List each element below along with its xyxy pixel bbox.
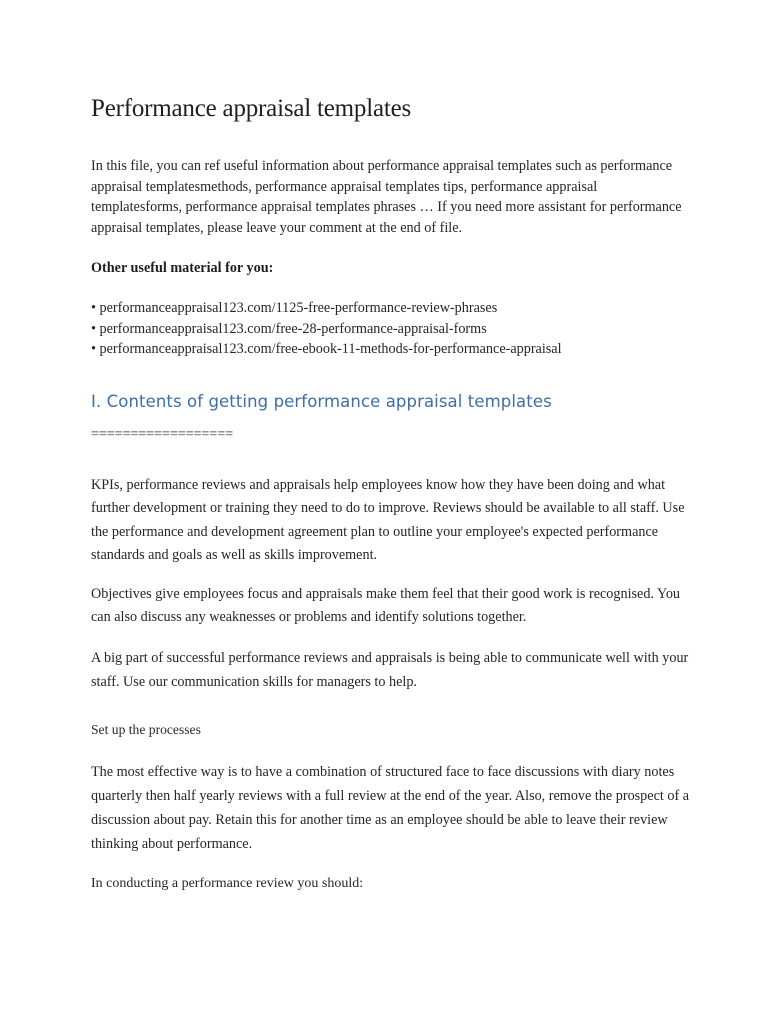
communication-paragraph: A big part of successful performance reviews and appraisals is being able to communicate well with your staff. Use our communication skills for managers to help.: [91, 650, 689, 690]
material-link: • performanceappraisal123.com/free-28-performance-appraisal-forms: [91, 320, 487, 337]
conducting-line: In conducting a performance review you should:: [91, 876, 364, 892]
material-link: • performanceappraisal123.com/1125-free-performance-review-phrases: [91, 300, 498, 316]
intro-paragraph: In this file, you can ref useful information about performance appraisal templates such as performance appraisal templatesmethods, performance appraisal templates tips, performance appraisal templatesforms, performance appraisal templates phrases … If you need more assistant for performance appraisal templates, please leave your comment at the end of file.: [91, 158, 682, 236]
document-content: [91, 93, 691, 894]
section-heading: I. Contents of getting performance appraisal templates: [91, 392, 552, 412]
section-divider: ==================: [91, 427, 234, 443]
setup-subheading: Set up the processes: [91, 722, 201, 738]
effective-paragraph: The most effective way is to have a combination of structured face to face discussions with diary notes quarterly then half yearly reviews with a full review at the end of the year. Also, remove the prospect of a discussion about pay. Retain this for another time as an employee should be able to leave their review thinking about performance.: [91, 764, 690, 853]
objectives-paragraph: Objectives give employees focus and appraisals make them feel that their good work is recognised. You can also discuss any weaknesses or problems and identify solutions together.: [91, 586, 681, 626]
material-link: • performanceappraisal123.com/free-ebook-11-methods-for-performance-appraisal: [91, 341, 562, 358]
kpi-paragraph: KPIs, performance reviews and appraisals help employees know how they have been doing and what further development or training they need to do to improve. Reviews should be available to all staff. Use the performance and development agreement plan to outline your employee's expected performance standards and goals as well as skills improvement.: [91, 477, 685, 563]
material-heading: Other useful material for you:: [91, 260, 274, 276]
document-title: Performance appraisal templates: [91, 95, 412, 122]
material-link-list: [91, 298, 691, 360]
